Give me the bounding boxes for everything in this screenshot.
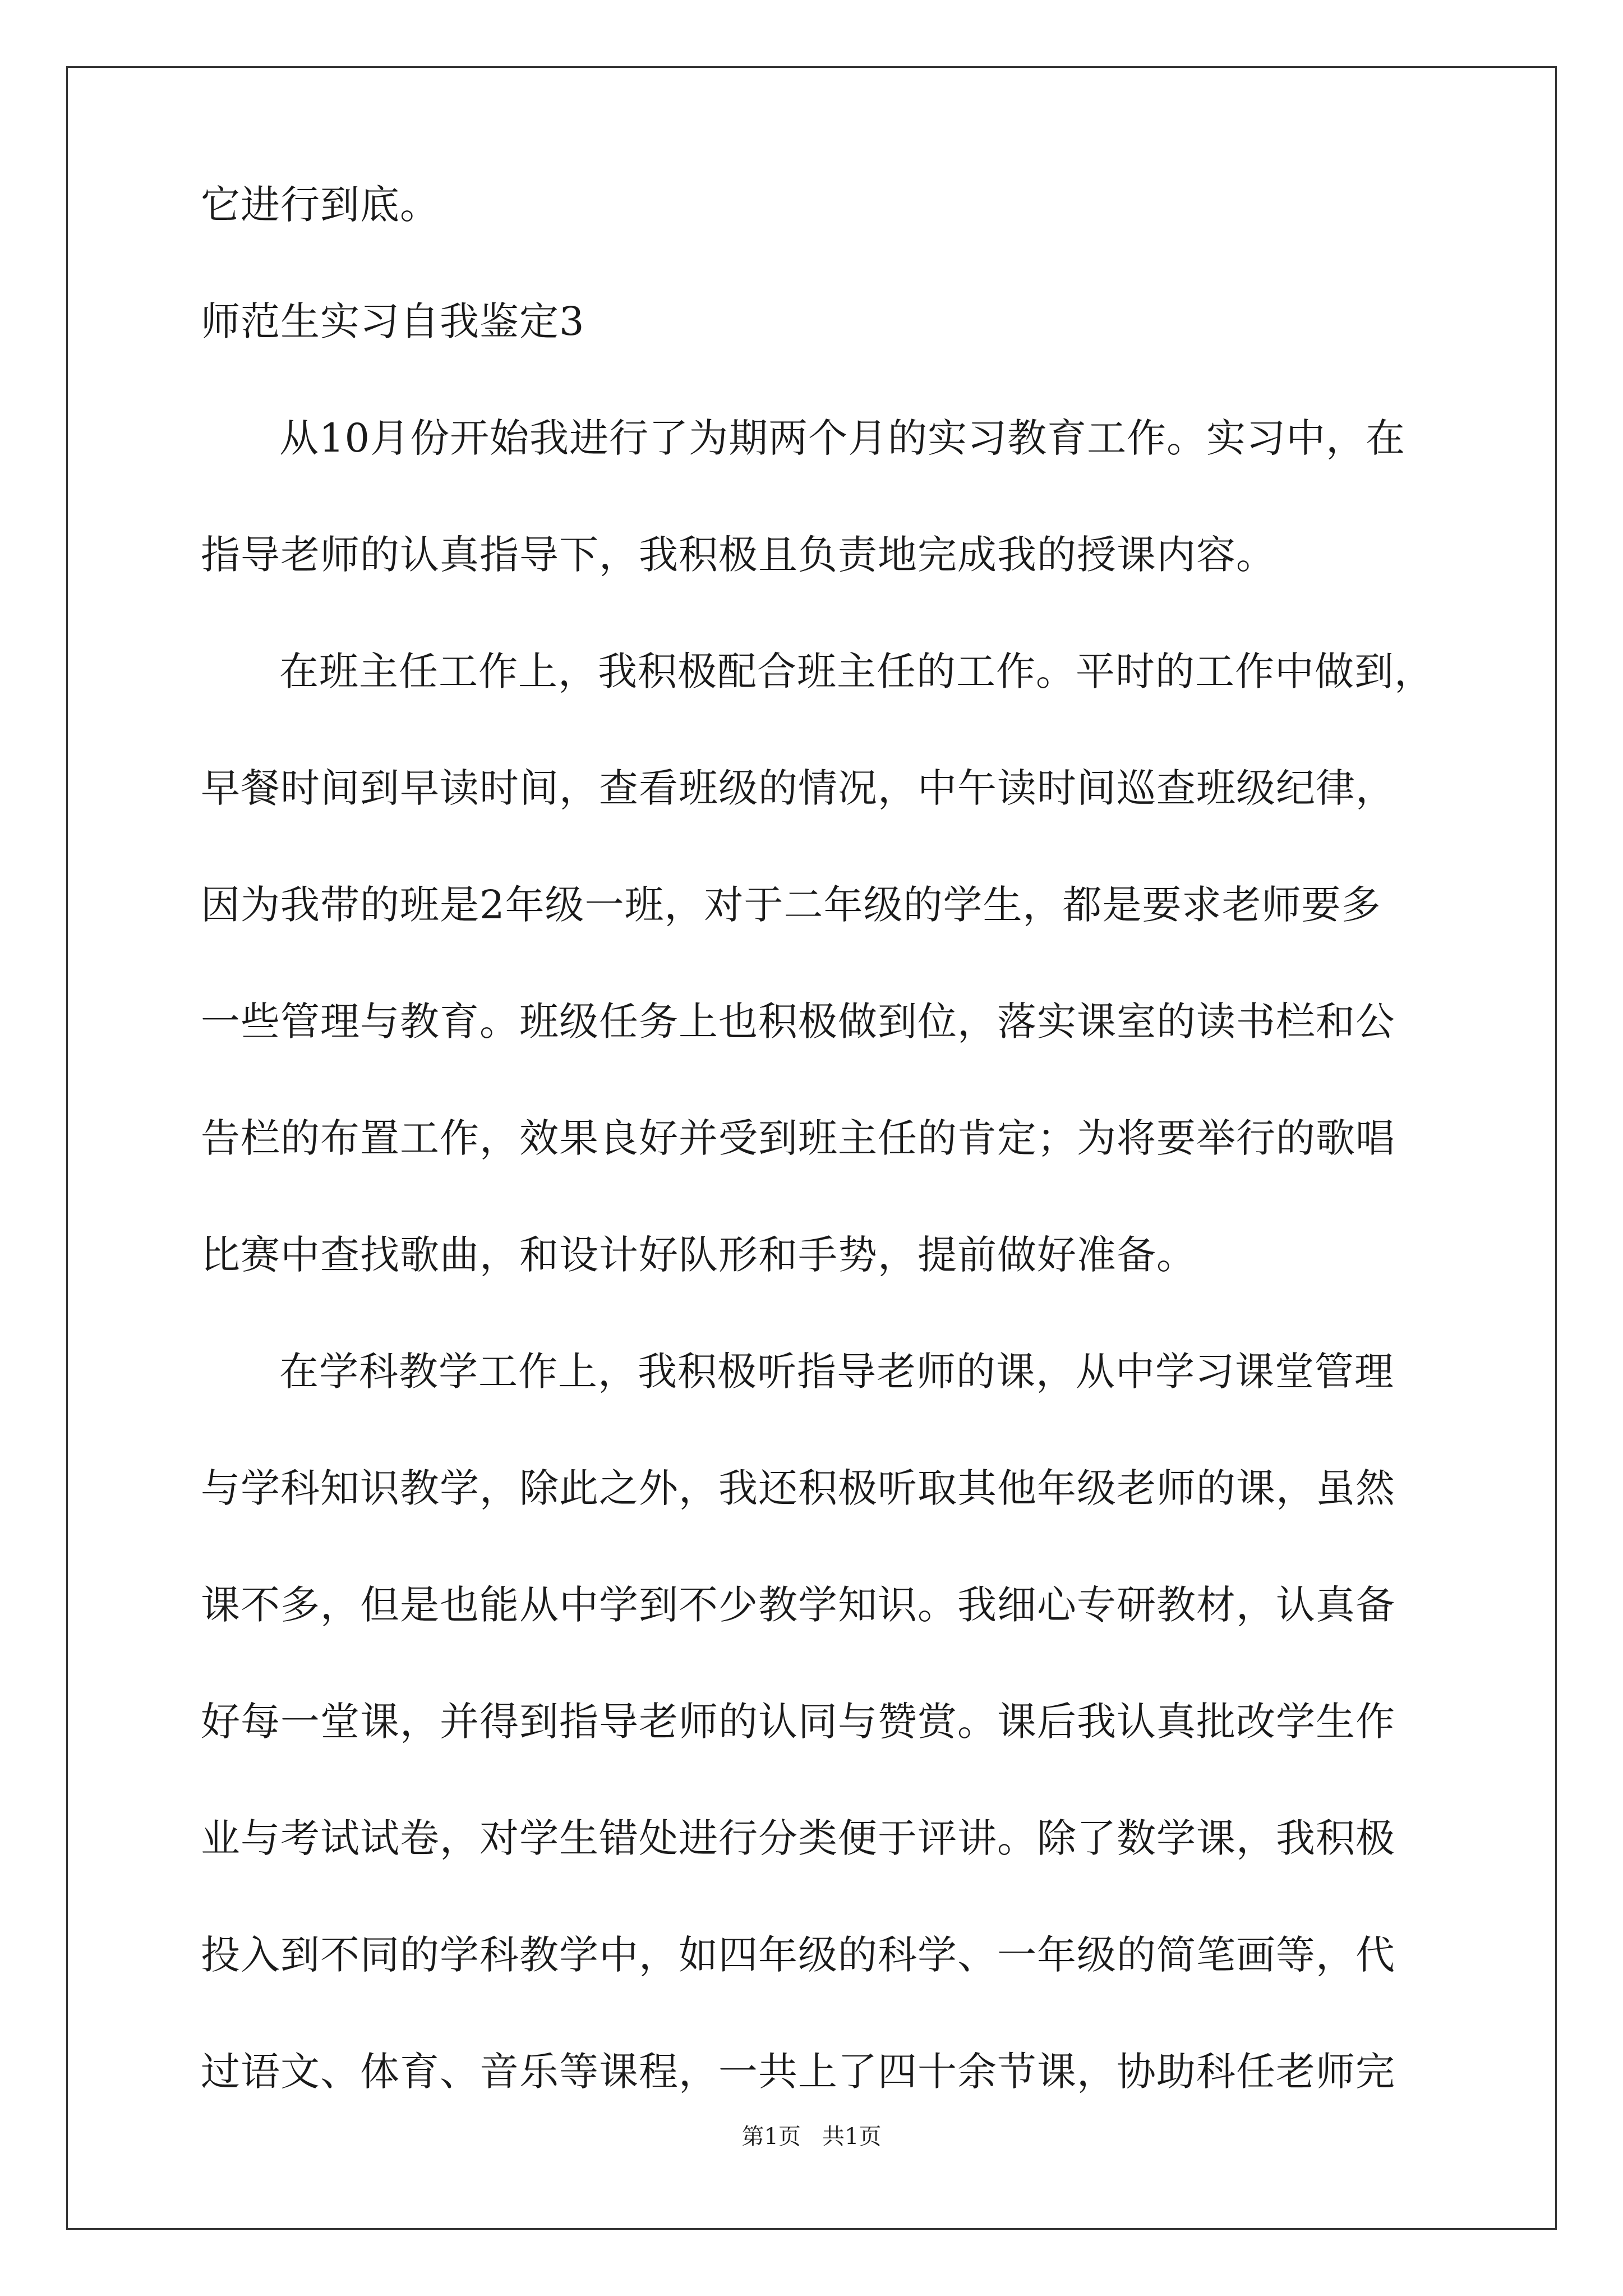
paragraph-start-line: 从10月份开始我进行了为期两个月的实习教育工作。实习中，在 <box>279 415 1406 461</box>
text-line: 与学科知识教学，除此之外，我还积极听取其他年级老师的课，虽然 <box>201 1465 1395 1511</box>
text-line: 告栏的布置工作，效果良好并受到班主任的肯定；为将要举行的歌唱 <box>201 1115 1395 1161</box>
text-line: 它进行到底。 <box>201 182 440 228</box>
text-line: 课不多，但是也能从中学到不少教学知识。我细心专研教材，认真备 <box>201 1582 1395 1628</box>
page-number-footer: 第1页 共1页 <box>741 2124 882 2150</box>
text-line: 比赛中查找歌曲，和设计好队形和手势，提前做好准备。 <box>201 1232 1196 1278</box>
text-line: 一些管理与教育。班级任务上也积极做到位，落实课室的读书栏和公 <box>201 999 1395 1045</box>
text-line: 指导老师的认真指导下，我积极且负责地完成我的授课内容。 <box>201 532 1276 578</box>
text-line: 投入到不同的学科教学中，如四年级的科学、一年级的简笔画等，代 <box>201 1932 1395 1978</box>
text-line: 因为我带的班是2年级一班，对于二年级的学生，都是要求老师要多 <box>201 882 1381 928</box>
paragraph-start-line: 在学科教学工作上，我积极听指导老师的课，从中学习课堂管理 <box>279 1349 1394 1395</box>
section-heading: 师范生实习自我鉴定3 <box>201 298 585 344</box>
text-line: 好每一堂课，并得到指导老师的认同与赞赏。课后我认真批改学生作 <box>201 1699 1395 1745</box>
text-line: 业与考试试卷，对学生错处进行分类便于评讲。除了数学课，我积极 <box>201 1815 1395 1861</box>
text-line: 过语文、体育、音乐等课程，一共上了四十余节课，协助科任老师完 <box>201 2049 1395 2095</box>
paragraph-start-line: 在班主任工作上，我积极配合班主任的工作。平时的工作中做到， <box>279 648 1434 694</box>
document-body <box>201 182 1446 2169</box>
text-line: 早餐时间到早读时间，查看班级的情况，中午读时间巡查班级纪律， <box>201 765 1395 811</box>
